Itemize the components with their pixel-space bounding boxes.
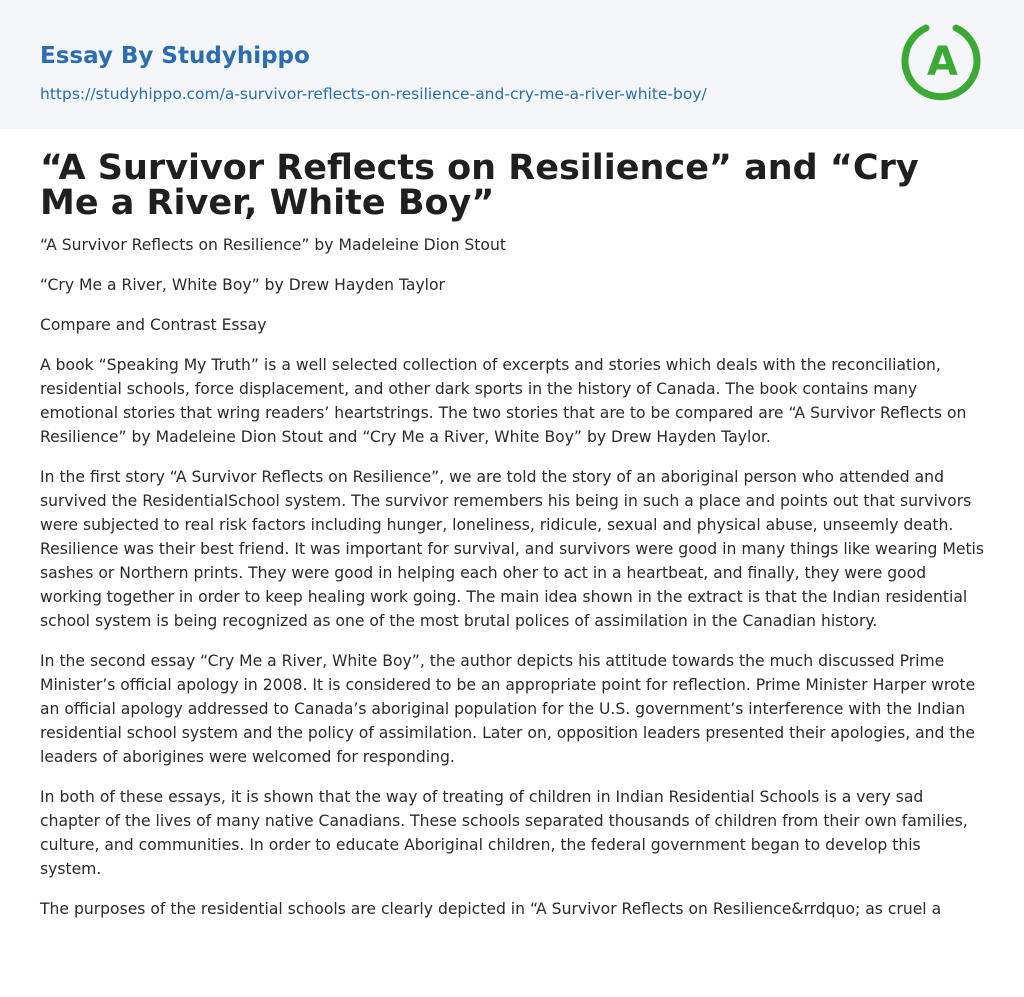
article-paragraph: The purposes of the residential schools are clearly depicted in “A Survivor Reflects on Resilience&rrdquo; as cruel a [40, 900, 942, 918]
article-paragraph: In both of these essays, it is shown that the way of treating of children in Indian Residential Schools is a very sad chapter of the lives of many native Canadians. These schools separated thousands of children from their own families, culture, and communities. In order to educate Aboriginal children, the federal government began to develop this system. [40, 788, 968, 878]
site-brand[interactable]: Essay By Studyhippo [40, 43, 310, 69]
source-url-link[interactable]: https://studyhippo.com/a-survivor-reflects-on-resilience-and-cry-me-a-river-white-boy/ [40, 85, 707, 103]
logo-letter: A [927, 39, 958, 85]
article-paragraph: A book “Speaking My Truth” is a well selected collection of excerpts and stories which deals with the reconciliation, residential schools, force displacement, and other dark sports in the history of Canada. The book contains many emotional stories that wring readers’ heartstrings. The two stories that are to be compared are “A Survivor Reflects on Resilience” by Madeleine Dion Stout and “Cry Me a River, White Boy” by Drew Hayden Taylor. [40, 356, 967, 446]
article-subtitle-2: “Cry Me a River, White Boy” by Drew Hayden Taylor [40, 276, 445, 294]
article-essay-type: Compare and Contrast Essay [40, 316, 267, 334]
site-header [0, 0, 1024, 129]
article [0, 129, 1024, 921]
article-subtitle-1: “A Survivor Reflects on Resilience” by Madeleine Dion Stout [40, 236, 506, 254]
article-paragraph: In the first story “A Survivor Reflects on Resilience”, we are told the story of an aboriginal person who attended and survived the ResidentialSchool system. The survivor remembers his being in such a place and points out that survivors were subjected to real risk factors including hunger, loneliness, ridicule, sexual and physical abuse, unseemly death. Resilience was their best friend. It was important for survival, and survivors were good in many things like wearing Metis sashes or Northern prints. They were good in helping each oher to act in a heartbeat, and finally, they were good working together in order to keep healing work going. The main idea shown in the extract is that the Indian residential school system is being recognized as one of the most brutal polices of assimilation in the Canadian history. [40, 468, 985, 630]
article-paragraph: In the second essay “Cry Me a River, White Boy”, the author depicts his attitude towards the much discussed Prime Minister’s official apology in 2008. It is considered to be an appropriate point for reflection. Prime Minister Harper wrote an official apology addressed to Canada’s aboriginal population for the U.S. government’s interference with the Indian residential school system and the policy of assimilation. Later on, opposition leaders presented their apologies, and the leaders of aborigines were welcomed for responding. [40, 652, 976, 766]
studyhippo-logo-icon[interactable] [900, 20, 984, 104]
article-title: “A Survivor Reflects on Resilience” and “Cry Me a River, White Boy” [40, 148, 919, 223]
